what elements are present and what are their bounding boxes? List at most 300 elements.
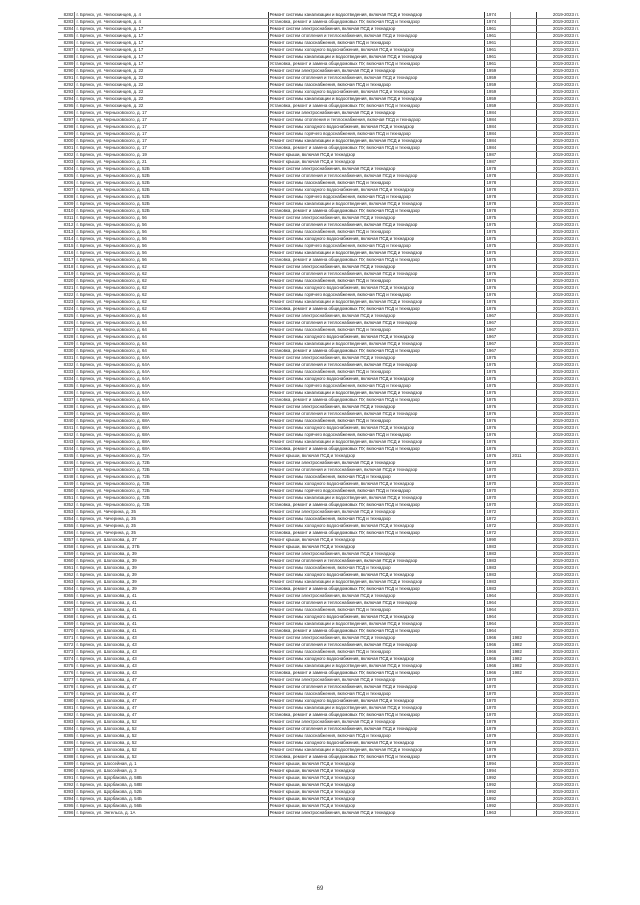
address-cell: г. Брянск, ул. Шоссейная, д. 1	[75, 761, 268, 768]
table-row	[58, 411, 580, 418]
address-cell: г. Брянск, ул. Шолохова, д. 41	[75, 614, 268, 621]
year-built-cell: 1978	[485, 208, 511, 215]
address-cell: г. Брянск, ул. Челюскинцев, д. 22	[75, 68, 268, 75]
row-number: 8319	[58, 271, 75, 278]
row-number: 8320	[58, 278, 75, 285]
reconstruction-year-cell	[511, 285, 537, 292]
reconstruction-year-cell	[511, 432, 537, 439]
row-number: 8391	[58, 775, 75, 782]
planned-period-cell: 2019-2023 гг.	[536, 733, 580, 740]
work-type-cell: Установка, ремонт и замена общедомовых ПУ, включая ПСД и технадзор	[268, 712, 485, 719]
address-cell: г. Брянск, ул. Шолохова, д. 43	[75, 649, 268, 656]
work-type-cell: Ремонт систем отопления и теплоснабжения, включая ПСД и технадзор	[268, 271, 485, 278]
work-type-cell: Установка, ремонт и замена общедомовых ПУ, включая ПСД и технадзор	[268, 586, 485, 593]
row-number: 8307	[58, 187, 75, 194]
planned-period-cell: 2019-2023 гг.	[536, 635, 580, 642]
year-built-cell: 1983	[485, 565, 511, 572]
reconstruction-year-cell	[511, 292, 537, 299]
year-built-cell: 1967	[485, 341, 511, 348]
table-row	[58, 691, 580, 698]
year-built-cell: 1983	[485, 579, 511, 586]
address-cell: г. Брянск, ул. Челюскинцев, д. 17	[75, 54, 268, 61]
planned-period-cell: 2019-2023 гг.	[536, 600, 580, 607]
year-built-cell: 1972	[485, 523, 511, 530]
row-number: 8306	[58, 180, 75, 187]
row-number: 8379	[58, 691, 75, 698]
address-cell: г. Брянск, ул. Шолохова, д. 43	[75, 670, 268, 677]
reconstruction-year-cell	[511, 810, 537, 817]
planned-period-cell: 2019-2023 гг.	[536, 89, 580, 96]
row-number: 8346	[58, 460, 75, 467]
table-row	[58, 327, 580, 334]
planned-period-cell: 2019-2023 гг.	[536, 558, 580, 565]
address-cell: г. Брянск, ул. Черныховского, д. 68А	[75, 446, 268, 453]
year-built-cell: 1967	[485, 320, 511, 327]
row-number: 8394	[58, 796, 75, 803]
reconstruction-year-cell	[511, 705, 537, 712]
year-built-cell: 1978	[485, 180, 511, 187]
table-row	[58, 355, 580, 362]
row-number: 8283	[58, 19, 75, 26]
row-number: 8390	[58, 768, 75, 775]
address-cell: г. Брянск, ул. Шолохова, д. 47	[75, 698, 268, 705]
planned-period-cell: 2019-2023 гг.	[536, 159, 580, 166]
work-type-cell: Ремонт системы газоснабжения, включая ПСД и технадзор	[268, 82, 485, 89]
address-cell: г. Брянск, ул. Шолохова, д. 41	[75, 628, 268, 635]
address-cell: г. Брянск, ул. Шолохова, д. 52	[75, 733, 268, 740]
row-number: 8357	[58, 537, 75, 544]
planned-period-cell: 2019-2023 гг.	[536, 201, 580, 208]
work-type-cell: Ремонт системы газоснабжения, включая ПСД и технадзор	[268, 691, 485, 698]
address-cell: г. Брянск, ул. Челюскинцев, д. 4	[75, 19, 268, 26]
reconstruction-year-cell	[511, 488, 537, 495]
year-built-cell: 1976	[485, 411, 511, 418]
address-cell: г. Брянск, ул. Черныховского, д. 52Б	[75, 194, 268, 201]
reconstruction-year-cell	[511, 145, 537, 152]
reconstruction-year-cell	[511, 404, 537, 411]
planned-period-cell: 2019-2023 гг.	[536, 362, 580, 369]
year-built-cell: 1970	[485, 705, 511, 712]
work-type-cell: Ремонт системы холодного водоснабжения, включая ПСД и технадзор	[268, 89, 485, 96]
table-row	[58, 19, 580, 26]
planned-period-cell: 2019-2023 гг.	[536, 740, 580, 747]
address-cell: г. Брянск, ул. Чичерина, д. 35	[75, 509, 268, 516]
year-built-cell: 1970	[485, 698, 511, 705]
work-type-cell: Установка, ремонт и замена общедомовых ПУ, включая ПСД и технадзор	[268, 208, 485, 215]
planned-period-cell: 2019-2023 гг.	[536, 397, 580, 404]
address-cell: г. Брянск, ул. Черныховского, д. 19	[75, 152, 268, 159]
table-row	[58, 152, 580, 159]
row-number: 8316	[58, 250, 75, 257]
table-row	[58, 229, 580, 236]
address-cell: г. Брянск, ул. Черныховского, д. 62	[75, 271, 268, 278]
address-cell: г. Брянск, ул. Черныховского, д. 68А	[75, 432, 268, 439]
work-type-cell: Ремонт системы газоснабжения, включая ПСД и технадзор	[268, 40, 485, 47]
table-row	[58, 250, 580, 257]
planned-period-cell: 2019-2023 гг.	[536, 656, 580, 663]
reconstruction-year-cell	[511, 40, 537, 47]
work-type-cell: Ремонт системы канализации и водоотведения, включая ПСД и технадзор	[268, 439, 485, 446]
year-built-cell: 1966	[485, 656, 511, 663]
year-built-cell: 1975	[485, 390, 511, 397]
reconstruction-year-cell	[511, 194, 537, 201]
year-built-cell: 1976	[485, 446, 511, 453]
planned-period-cell: 2019-2023 гг.	[536, 411, 580, 418]
year-built-cell: 1979	[485, 754, 511, 761]
row-number: 8361	[58, 565, 75, 572]
table-row	[58, 257, 580, 264]
address-cell: г. Брянск, ул. Черныховского, д. 64А	[75, 355, 268, 362]
address-cell: г. Брянск, ул. Черныховского, д. 72Б	[75, 481, 268, 488]
row-number: 8331	[58, 355, 75, 362]
address-cell: г. Брянск, ул. Щорбакова, д. 58Б	[75, 775, 268, 782]
year-built-cell: 1978	[485, 187, 511, 194]
year-built-cell: 1964	[485, 600, 511, 607]
planned-period-cell: 2019-2023 гг.	[536, 376, 580, 383]
work-type-cell: Ремонт систем отопления и теплоснабжения, включая ПСД и технадзор	[268, 411, 485, 418]
year-built-cell: 1992	[485, 782, 511, 789]
row-number: 8360	[58, 558, 75, 565]
year-built-cell: 1979	[485, 740, 511, 747]
table-row	[58, 782, 580, 789]
year-built-cell: 1984	[485, 124, 511, 131]
reconstruction-year-cell: 1982	[511, 649, 537, 656]
planned-period-cell: 2019-2023 гг.	[536, 110, 580, 117]
reconstruction-year-cell	[511, 460, 537, 467]
row-number: 8315	[58, 243, 75, 250]
address-cell: г. Брянск, ул. Челюскинцев, д. 17	[75, 61, 268, 68]
work-type-cell: Ремонт систем электроснабжения, включая ПСД и технадзор	[268, 509, 485, 516]
work-type-cell: Ремонт систем отопления и теплоснабжения, включая ПСД и технадзор	[268, 642, 485, 649]
work-type-cell: Ремонт систем электроснабжения, включая ПСД и технадзор	[268, 551, 485, 558]
year-built-cell: 1976	[485, 271, 511, 278]
row-number: 8370	[58, 628, 75, 635]
reconstruction-year-cell	[511, 789, 537, 796]
address-cell: г. Брянск, ул. Шолохова, д. 41	[75, 593, 268, 600]
reconstruction-year-cell	[511, 579, 537, 586]
reconstruction-year-cell	[511, 712, 537, 719]
work-type-cell: Ремонт крыши, включая ПСД и технадзор	[268, 544, 485, 551]
year-built-cell: 1970	[485, 712, 511, 719]
planned-period-cell: 2019-2023 гг.	[536, 705, 580, 712]
reconstruction-year-cell	[511, 75, 537, 82]
reconstruction-year-cell	[511, 54, 537, 61]
work-type-cell: Ремонт систем электроснабжения, включая ПСД и технадзор	[268, 355, 485, 362]
table-row	[58, 75, 580, 82]
reconstruction-year-cell	[511, 600, 537, 607]
planned-period-cell: 2019-2023 гг.	[536, 222, 580, 229]
year-built-cell: 1970	[485, 502, 511, 509]
address-cell: г. Брянск, ул. Черныховского, д. 64	[75, 348, 268, 355]
reconstruction-year-cell	[511, 138, 537, 145]
work-type-cell: Установка, ремонт и замена общедомовых ПУ, включая ПСД и технадзор	[268, 61, 485, 68]
planned-period-cell: 2019-2023 гг.	[536, 327, 580, 334]
year-built-cell: 1970	[485, 481, 511, 488]
row-number: 8376	[58, 670, 75, 677]
year-built-cell: 1967	[485, 334, 511, 341]
work-type-cell: Ремонт системы канализации и водоотведения, включая ПСД и технадзор	[268, 621, 485, 628]
row-number: 8350	[58, 488, 75, 495]
row-number: 8373	[58, 649, 75, 656]
year-built-cell: 1984	[485, 138, 511, 145]
reconstruction-year-cell	[511, 740, 537, 747]
planned-period-cell: 2019-2023 гг.	[536, 523, 580, 530]
year-built-cell: 1967	[485, 313, 511, 320]
reconstruction-year-cell	[511, 551, 537, 558]
year-built-cell: 1967	[485, 348, 511, 355]
reconstruction-year-cell	[511, 320, 537, 327]
year-built-cell: 1959	[485, 68, 511, 75]
address-cell: г. Брянск, ул. Черныховского, д. 62	[75, 299, 268, 306]
row-number: 8355	[58, 523, 75, 530]
reconstruction-year-cell	[511, 341, 537, 348]
planned-period-cell: 2019-2023 гг.	[536, 572, 580, 579]
work-type-cell: Ремонт систем отопления и теплоснабжения, включая ПСД и технадзор	[268, 600, 485, 607]
work-type-cell: Ремонт системы канализации и водоотведения, включая ПСД и технадзор	[268, 341, 485, 348]
row-number: 8328	[58, 334, 75, 341]
row-number: 8295	[58, 103, 75, 110]
work-type-cell: Ремонт систем отопления и теплоснабжения, включая ПСД и технадзор	[268, 558, 485, 565]
planned-period-cell: 2019-2023 гг.	[536, 131, 580, 138]
work-type-cell: Ремонт системы газоснабжения, включая ПСД и технадзор	[268, 516, 485, 523]
address-cell: г. Брянск, ул. Черныховского, д. 68А	[75, 425, 268, 432]
address-cell: г. Брянск, ул. Шолохова, д. 39	[75, 558, 268, 565]
address-cell: г. Брянск, ул. Черныховского, д. 64А	[75, 376, 268, 383]
reconstruction-year-cell	[511, 376, 537, 383]
planned-period-cell: 2019-2023 гг.	[536, 68, 580, 75]
capital-repair-table	[58, 12, 580, 817]
year-built-cell: 1992	[485, 789, 511, 796]
address-cell: г. Брянск, ул. Щорбакова, д. 52Б	[75, 789, 268, 796]
planned-period-cell: 2019-2023 гг.	[536, 614, 580, 621]
row-number: 8290	[58, 68, 75, 75]
row-number: 8337	[58, 397, 75, 404]
address-cell: г. Брянск, ул. Черныховского, д. 62	[75, 285, 268, 292]
work-type-cell: Ремонт системы канализации и водоотведения, включая ПСД и технадзор	[268, 663, 485, 670]
reconstruction-year-cell	[511, 278, 537, 285]
work-type-cell: Установка, ремонт и замена общедомовых ПУ, включая ПСД и технадзор	[268, 19, 485, 26]
row-number: 8366	[58, 600, 75, 607]
address-cell: г. Брянск, ул. Шолохова, д. 47	[75, 705, 268, 712]
address-cell: г. Брянск, ул. Шолохова, д. 39	[75, 551, 268, 558]
address-cell: г. Брянск, ул. Черныховского, д. 72Б	[75, 460, 268, 467]
work-type-cell: Ремонт системы холодного водоснабжения, включая ПСД и технадзор	[268, 285, 485, 292]
address-cell: г. Брянск, ул. Черныховского, д. 52Б	[75, 166, 268, 173]
table-row	[58, 600, 580, 607]
year-built-cell: 1975	[485, 215, 511, 222]
reconstruction-year-cell: 1982	[511, 635, 537, 642]
year-built-cell: 1970	[485, 684, 511, 691]
year-built-cell: 1979	[485, 733, 511, 740]
address-cell: г. Брянск, ул. Щорбакова, д. 58В	[75, 782, 268, 789]
work-type-cell: Ремонт системы канализации и водоотведения, включая ПСД и технадзор	[268, 299, 485, 306]
address-cell: г. Брянск, ул. Черныховского, д. 64	[75, 313, 268, 320]
planned-period-cell: 2019-2023 гг.	[536, 530, 580, 537]
row-number: 8378	[58, 684, 75, 691]
table-row	[58, 768, 580, 775]
planned-period-cell: 2019-2023 гг.	[536, 754, 580, 761]
address-cell: г. Брянск, ул. Шолохова, д. 39	[75, 572, 268, 579]
table-row	[58, 145, 580, 152]
year-built-cell: 1959	[485, 89, 511, 96]
reconstruction-year-cell	[511, 733, 537, 740]
table-row	[58, 558, 580, 565]
address-cell: г. Брянск, ул. Чичерина, д. 35	[75, 530, 268, 537]
reconstruction-year-cell	[511, 726, 537, 733]
year-built-cell: 1984	[485, 110, 511, 117]
address-cell: г. Брянск, ул. Черныховского, д. 72А	[75, 453, 268, 460]
table-row	[58, 663, 580, 670]
row-number: 8300	[58, 138, 75, 145]
row-number: 8388	[58, 754, 75, 761]
year-built-cell: 1992	[485, 796, 511, 803]
year-built-cell: 1959	[485, 96, 511, 103]
work-type-cell: Ремонт систем отопления и теплоснабжения, включая ПСД и технадзор	[268, 467, 485, 474]
table-row	[58, 586, 580, 593]
work-type-cell: Ремонт системы газоснабжения, включая ПСД и технадзор	[268, 565, 485, 572]
reconstruction-year-cell	[511, 257, 537, 264]
table-row	[58, 264, 580, 271]
planned-period-cell: 2019-2023 гг.	[536, 208, 580, 215]
reconstruction-year-cell	[511, 719, 537, 726]
planned-period-cell: 2019-2023 гг.	[536, 502, 580, 509]
planned-period-cell: 2019-2023 гг.	[536, 775, 580, 782]
row-number: 8335	[58, 383, 75, 390]
reconstruction-year-cell	[511, 124, 537, 131]
table-row	[58, 82, 580, 89]
table-row	[58, 530, 580, 537]
row-number: 8318	[58, 264, 75, 271]
planned-period-cell: 2019-2023 гг.	[536, 551, 580, 558]
reconstruction-year-cell	[511, 152, 537, 159]
reconstruction-year-cell	[511, 47, 537, 54]
planned-period-cell: 2019-2023 гг.	[536, 579, 580, 586]
year-built-cell: 1979	[485, 747, 511, 754]
planned-period-cell: 2019-2023 гг.	[536, 642, 580, 649]
table-row	[58, 754, 580, 761]
planned-period-cell: 2019-2023 гг.	[536, 334, 580, 341]
year-built-cell: 1994	[485, 761, 511, 768]
planned-period-cell: 2019-2023 гг.	[536, 229, 580, 236]
year-built-cell: 1964	[485, 621, 511, 628]
row-number: 8330	[58, 348, 75, 355]
work-type-cell: Ремонт крыши, включая ПСД и технадзор	[268, 761, 485, 768]
table-row	[58, 334, 580, 341]
work-type-cell: Ремонт системы газоснабжения, включая ПСД и технадзор	[268, 278, 485, 285]
row-number: 8308	[58, 194, 75, 201]
row-number: 8305	[58, 173, 75, 180]
planned-period-cell: 2019-2023 гг.	[536, 33, 580, 40]
work-type-cell: Ремонт крыши, включая ПСД и технадзор	[268, 796, 485, 803]
table-row	[58, 761, 580, 768]
row-number: 8393	[58, 789, 75, 796]
address-cell: г. Брянск, ул. Шолохова, д. 41	[75, 600, 268, 607]
work-type-cell: Ремонт системы горячего водоснабжения, включая ПСД и технадзор	[268, 432, 485, 439]
work-type-cell: Ремонт системы отопления и теплоснабжения, включая ПСД и технадзор	[268, 117, 485, 124]
planned-period-cell: 2019-2023 гг.	[536, 299, 580, 306]
planned-period-cell: 2019-2023 гг.	[536, 54, 580, 61]
table-row	[58, 635, 580, 642]
address-cell: г. Брянск, ул. Шолохова, д. 39	[75, 579, 268, 586]
planned-period-cell: 2019-2023 гг.	[536, 607, 580, 614]
planned-period-cell: 2019-2023 гг.	[536, 726, 580, 733]
year-built-cell: 1983	[485, 572, 511, 579]
table-row	[58, 677, 580, 684]
table-row	[58, 649, 580, 656]
reconstruction-year-cell	[511, 362, 537, 369]
table-row	[58, 285, 580, 292]
year-built-cell: 1970	[485, 495, 511, 502]
row-number: 8294	[58, 96, 75, 103]
reconstruction-year-cell	[511, 747, 537, 754]
reconstruction-year-cell: 1982	[511, 663, 537, 670]
row-number: 8353	[58, 509, 75, 516]
table-row	[58, 698, 580, 705]
work-type-cell: Ремонт системы канализации и водоотведения, включая ПСД и технадзор	[268, 250, 485, 257]
table-row	[58, 376, 580, 383]
reconstruction-year-cell	[511, 530, 537, 537]
work-type-cell: Установка, ремонт и замена общедомовых ПУ, включая ПСД и технадзор	[268, 754, 485, 761]
year-built-cell: 1975	[485, 397, 511, 404]
row-number: 8336	[58, 390, 75, 397]
row-number: 8343	[58, 439, 75, 446]
row-number: 8291	[58, 75, 75, 82]
reconstruction-year-cell	[511, 614, 537, 621]
planned-period-cell: 2019-2023 гг.	[536, 467, 580, 474]
table-row	[58, 516, 580, 523]
row-number: 8293	[58, 89, 75, 96]
table-row	[58, 110, 580, 117]
work-type-cell: Ремонт системы холодного водоснабжения, включая ПСД и технадзор	[268, 425, 485, 432]
year-built-cell: 1976	[485, 439, 511, 446]
year-built-cell: 1983	[485, 558, 511, 565]
year-built-cell: 1961	[485, 61, 511, 68]
reconstruction-year-cell	[511, 229, 537, 236]
planned-period-cell: 2019-2023 гг.	[536, 250, 580, 257]
address-cell: г. Брянск, ул. Черныховского, д. 21	[75, 159, 268, 166]
table-row	[58, 810, 580, 817]
address-cell: г. Брянск, ул. Чичерина, д. 35	[75, 516, 268, 523]
table-row	[58, 243, 580, 250]
work-type-cell: Ремонт системы канализации и водоотведения, включая ПСД и технадзор	[268, 390, 485, 397]
reconstruction-year-cell	[511, 691, 537, 698]
table-row	[58, 579, 580, 586]
year-built-cell: 1959	[485, 82, 511, 89]
work-type-cell: Ремонт системы горячего водоснабжения, включая ПСД и технадзор	[268, 194, 485, 201]
planned-period-cell: 2019-2023 гг.	[536, 495, 580, 502]
work-type-cell: Ремонт системы холодного водоснабжения, включая ПСД и технадзор	[268, 481, 485, 488]
planned-period-cell: 2019-2023 гг.	[536, 810, 580, 817]
planned-period-cell: 2019-2023 гг.	[536, 348, 580, 355]
row-number: 8372	[58, 642, 75, 649]
work-type-cell: Ремонт системы холодного водоснабжения, включая ПСД и технадзор	[268, 124, 485, 131]
address-cell: г. Брянск, ул. Челюскинцев, д. 22	[75, 103, 268, 110]
address-cell: г. Брянск, ул. Черныховского, д. 56	[75, 257, 268, 264]
reconstruction-year-cell	[511, 621, 537, 628]
address-cell: г. Брянск, ул. Черныховского, д. 17	[75, 145, 268, 152]
work-type-cell: Ремонт системы горячего водоснабжения, включая ПСД и технадзор	[268, 131, 485, 138]
work-type-cell: Установка, ремонт и замена общедомовых ПУ, включая ПСД и технадзор	[268, 530, 485, 537]
year-built-cell: 1976	[485, 425, 511, 432]
year-built-cell: 1961	[485, 33, 511, 40]
year-built-cell: 1964	[485, 628, 511, 635]
year-built-cell: 1984	[485, 145, 511, 152]
year-built-cell: 1976	[485, 306, 511, 313]
address-cell: г. Брянск, ул. Черныховского, д. 56	[75, 236, 268, 243]
table-row	[58, 222, 580, 229]
year-built-cell: 1972	[485, 516, 511, 523]
table-row	[58, 418, 580, 425]
